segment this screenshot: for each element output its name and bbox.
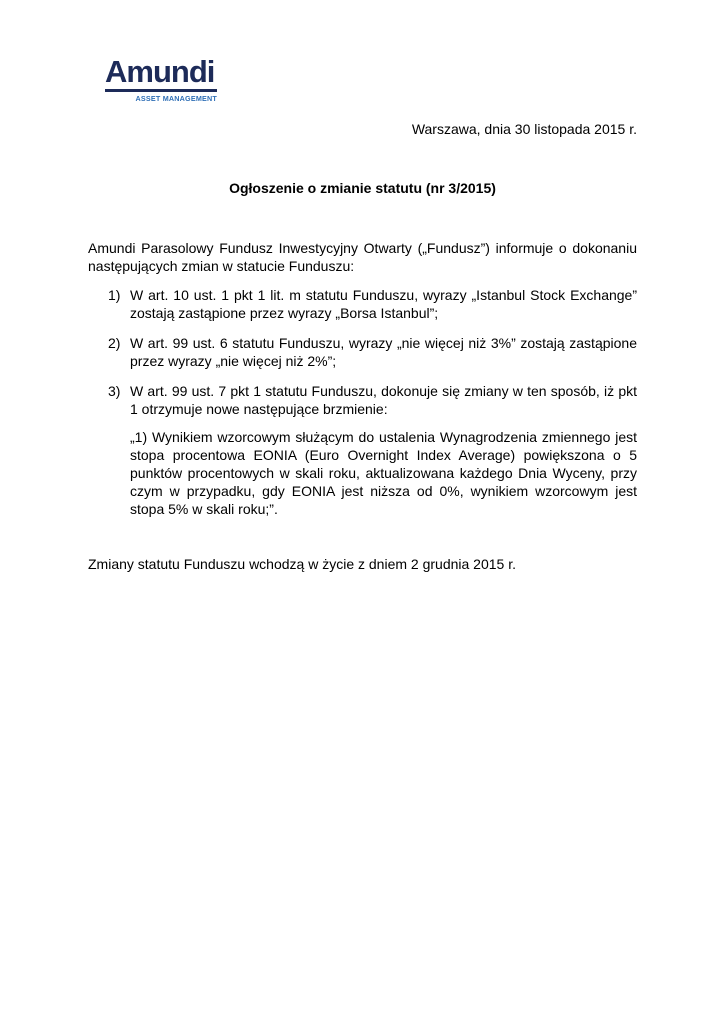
- list-item-number: 3): [108, 383, 121, 399]
- changes-list: [88, 286, 637, 518]
- logo-wordmark: Amundi: [105, 54, 215, 89]
- logo-rule: [105, 89, 217, 92]
- intro-paragraph: Amundi Parasolowy Fundusz Inwestycyjny Otwarty („Fundusz”) informuje o dokonaniu następujących zmian w statucie Funduszu:: [88, 240, 637, 274]
- document-title: Ogłoszenie o zmianie statutu (nr 3/2015): [229, 180, 496, 196]
- closing-paragraph: Zmiany statutu Funduszu wchodzą w życie z dniem 2 grudnia 2015 r.: [88, 556, 516, 572]
- list-item-number: 1): [108, 287, 121, 303]
- logo-subtitle: ASSET MANAGEMENT: [135, 94, 217, 103]
- amundi-logo: [105, 56, 219, 103]
- list-item-text: W art. 10 ust. 1 pkt 1 lit. m statutu Funduszu, wyrazy „Istanbul Stock Exchange” zostają zastąpione przez wyrazy „Borsa Istanbul”;: [130, 287, 637, 321]
- list-item: [88, 334, 637, 370]
- list-item-number: 2): [108, 335, 121, 351]
- list-item: [88, 286, 637, 322]
- list-item-text: W art. 99 ust. 7 pkt 1 statutu Funduszu, dokonuje się zmiany w ten sposób, iż pkt 1 otrzymuje nowe następujące brzmienie:: [130, 383, 637, 417]
- list-item-text: W art. 99 ust. 6 statutu Funduszu, wyrazy „nie więcej niż 3%” zostają zastąpione przez wyrazy „nie więcej niż 2%”;: [130, 335, 637, 369]
- quoted-provision: „1) Wynikiem wzorcowym służącym do ustalenia Wynagrodzenia zmiennego jest stopa procentowa EONIA (Euro Overnight Index Average) powiększona o 5 punktów procentowych w skali roku, aktualizowana każdego Dnia Wyceny, przy czym w przypadku, gdy EONIA jest niższa od 0%, wynikiem wzorcowym jest stopa 5% w skali roku;”.: [130, 429, 637, 517]
- list-item: [88, 382, 637, 418]
- date-line: Warszawa, dnia 30 listopada 2015 r.: [411, 121, 637, 137]
